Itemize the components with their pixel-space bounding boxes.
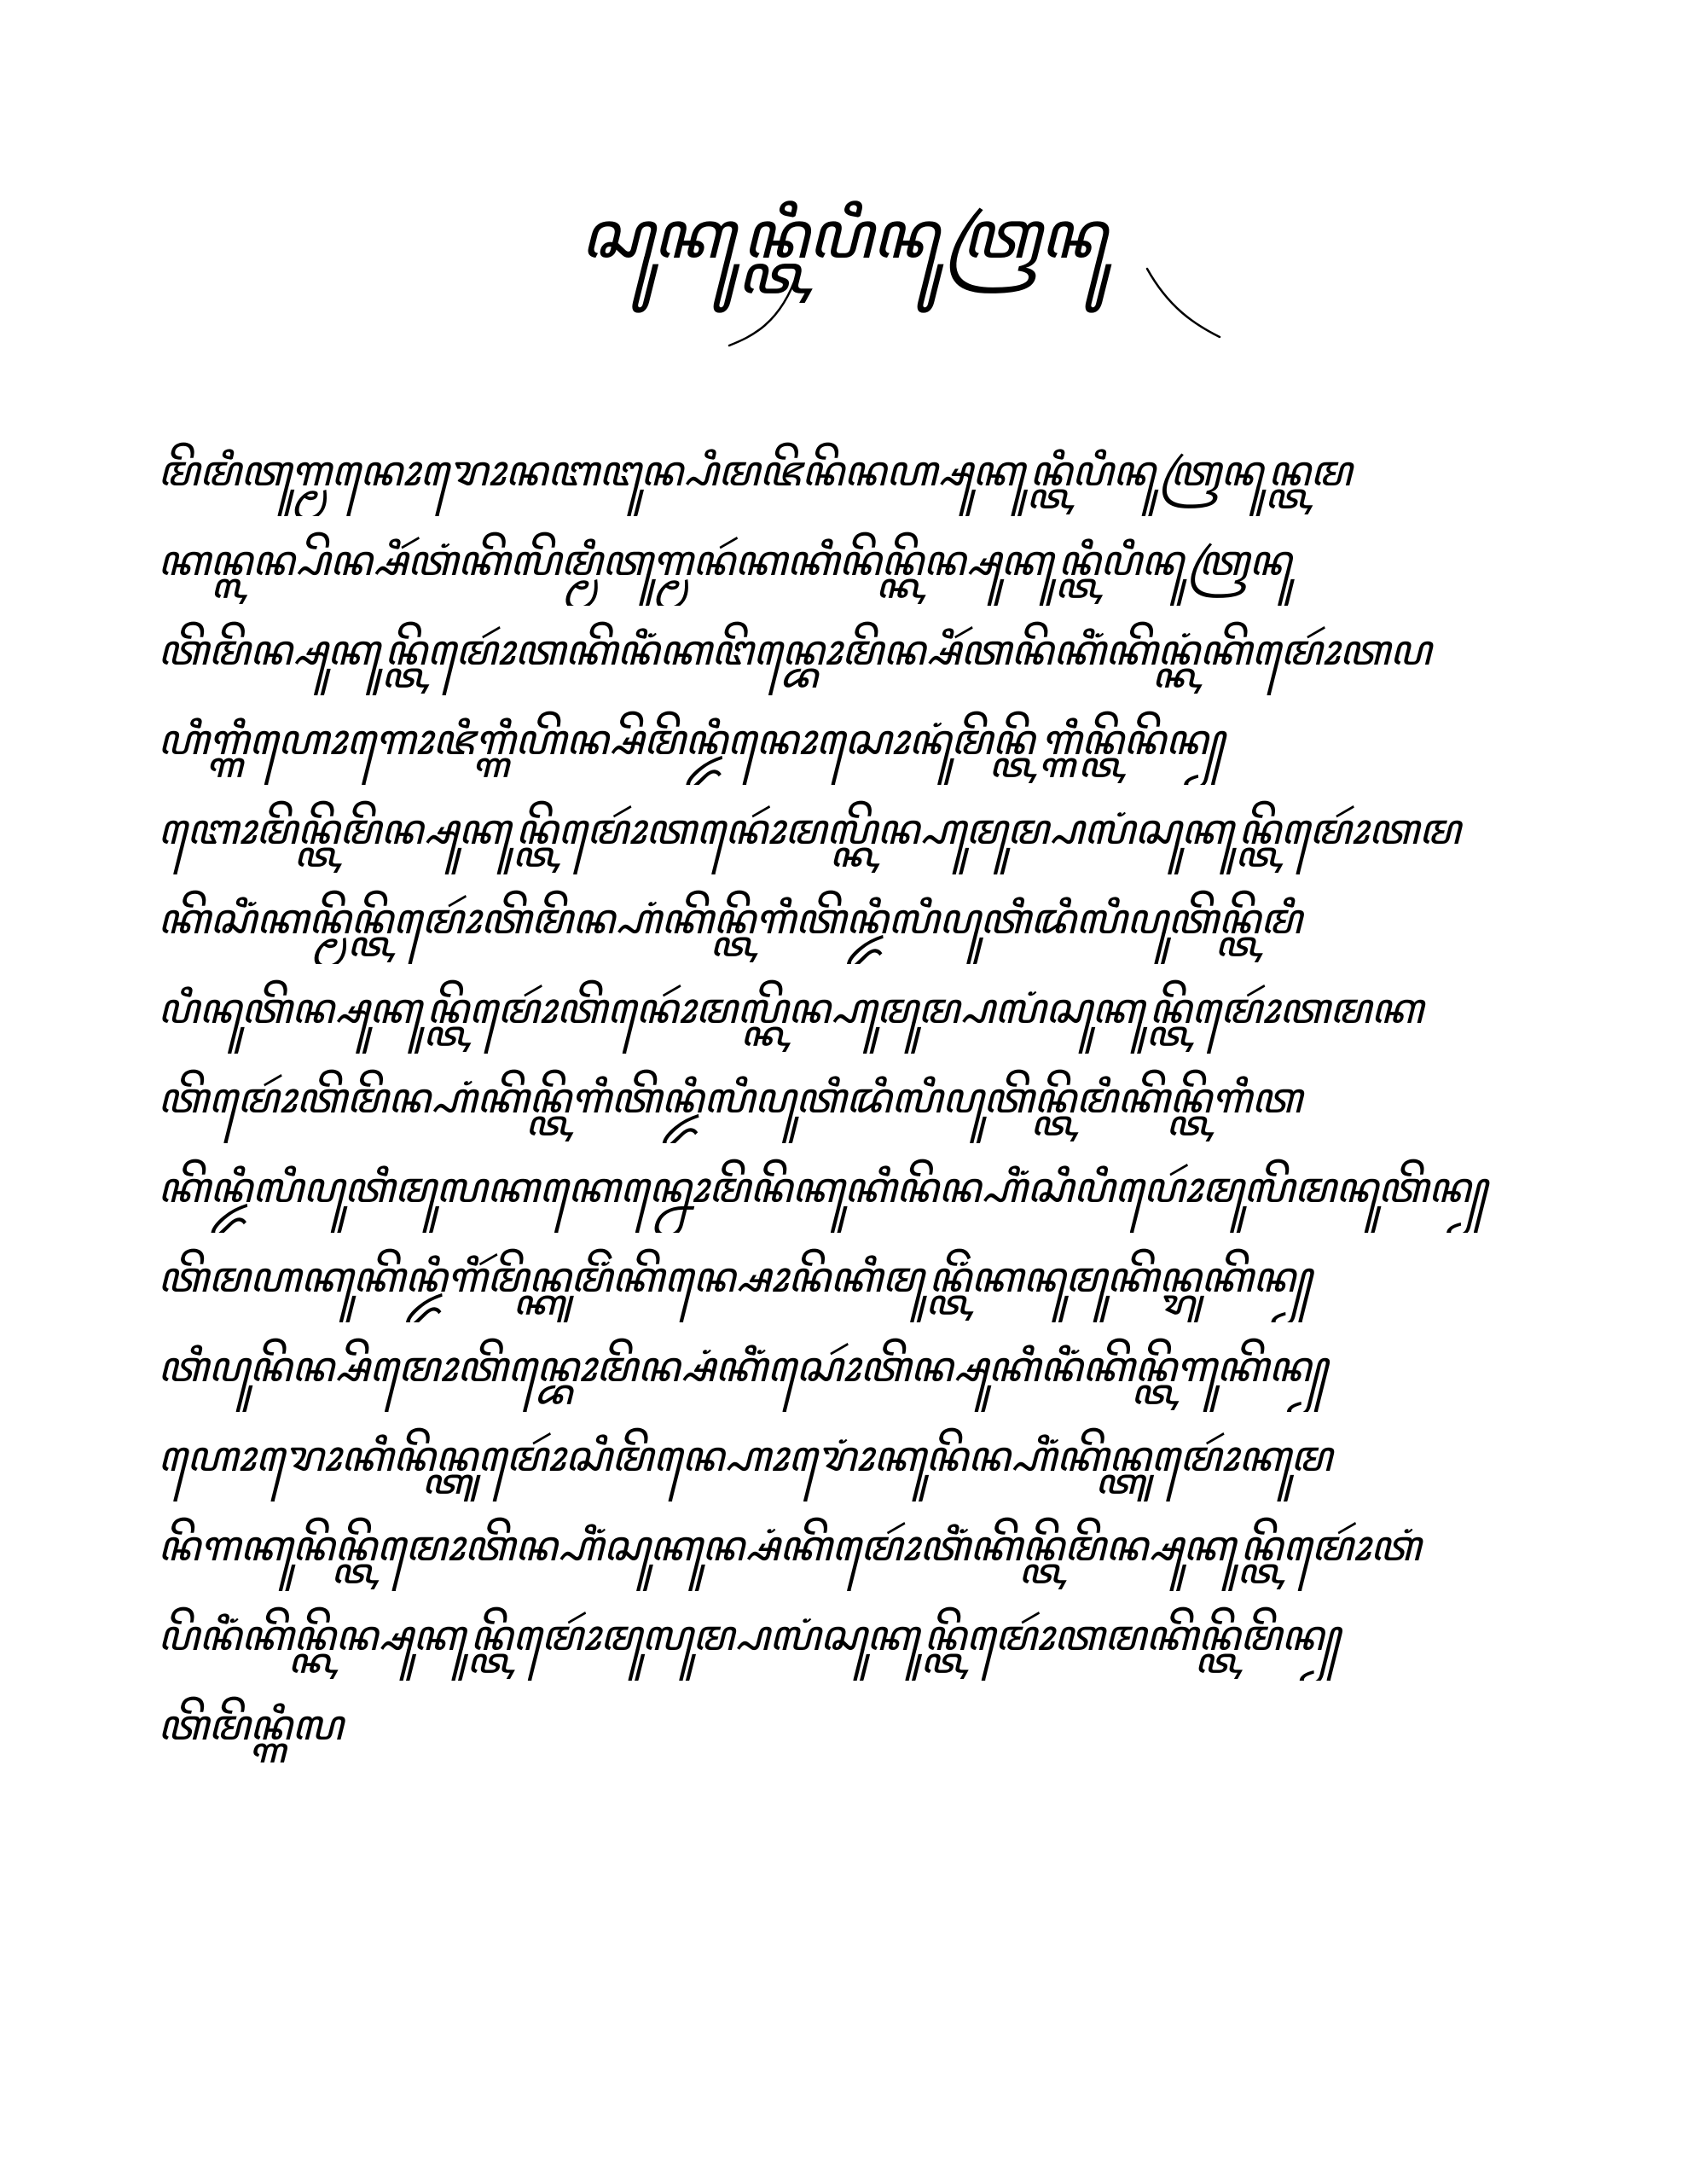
document-body xyxy=(158,427,1539,1770)
text-line: ꦏꦼꦱꦶꦁꦏꦤ꧀ꦩꦼꦤ꧀ꦠꦼꦩꦺꦴꦂꦠꦼꦩꦼꦤ꧀ꦲꦁꦏꦼꦤ꧀ꦠꦼꦒꦶꦠꦼꦤ꧀ꦢꦶꦭꦶꦥꦸꦠꦶꦢꦶꦭꦶꦥꦸꦠꦼꦤ꧀ꦠꦼꦩꦶ xyxy=(158,894,1302,944)
text-line: ꦠꦼꦩꦼꦤ꧀ꦒꦶꦭ xyxy=(158,1700,343,1750)
text-line: ꦏꦼꦤ꧀ꦢꦶꦭꦶꦥꦸꦠꦶꦩꦸꦭꦏꦏꦺꦤ꧀ꦤꦺꦴꦩꦼꦤꦼꦏꦸꦏꦶꦤꦼꦤ꧀ꦲꦶꦁꦱꦶꦥꦶꦥꦺꦴꦂꦩꦸꦭꦼꦩꦤꦸꦠꦼꦤ꧀ xyxy=(158,1163,1487,1212)
text-line: ꦠꦼꦩꦲꦏꦸꦏꦼꦤ꧀ꦢꦶꦒꦶꦂꦩꦼꦤ꧀ꦏꦸꦩꦼꦁꦏꦼꦤ꧀ꦱꦺꦴꦤꦼꦏꦶꦩꦸꦤ꧀ꦠꦼꦁꦏꦤꦸꦩꦸꦏꦼꦤ꧀ꦫꦸꦏꦼꦤ꧀ xyxy=(158,1252,1312,1302)
text-line: ꦥꦼꦤꦶꦁꦏꦼꦤ꧀ꦏꦼꦤ꧀ꦱꦸꦏꦸꦤ꧀ꦠꦼꦩꦺꦴꦂꦩꦸꦭꦸꦩ꧀ꦥꦭꦁꦱꦸꦏꦸꦤ꧀ꦠꦼꦩꦺꦴꦂꦠꦩꦏꦼꦤ꧀ꦠꦼꦩꦼꦤ꧀ xyxy=(158,1611,1341,1660)
text-line: ꦲꦺꦴꦫꦺꦴꦏꦶꦤꦼꦤ꧀ꦠꦸꦩꦺꦴꦂꦱꦶꦩꦼꦤ꧀ꦲꦺꦴꦫꦺꦴꦁꦏꦸꦤꦼꦤ꧀ꦲꦶꦁꦏꦼꦤ꧀ꦠꦸꦩꦺꦴꦂꦏꦸꦩ xyxy=(158,1432,1332,1481)
text-line: ꦥꦶꦤꦸꦠꦼꦤ꧀ꦱꦸꦏꦸꦤ꧀ꦠꦼꦩꦺꦴꦂꦠꦼꦤꦺꦴꦂꦩꦭ꧀ꦏꦼꦤ꧀ꦲꦸꦩꦸꦩ꧀ꦥꦭꦁꦱꦸꦏꦸꦤ꧀ꦠꦼꦩꦺꦴꦂꦠꦩꦏ xyxy=(158,984,1423,1033)
text-line: ꦲꦶꦒ꧀ꦒꦶꦲꦺꦴꦒꦺꦴꦗꦶꦒ꧀ꦒꦶꦲꦼꦤ꧀ꦱꦼꦩꦼꦤ꧀ꦢꦶꦤꦺꦴꦱꦺꦴꦤꦸꦁꦩꦼꦤ꧀ꦠꦼꦒ꧀ꦒꦶꦤ꧀ꦠꦼꦤꦼꦤ꧀ xyxy=(158,715,1225,764)
text-line: ꦠꦶꦥꦸꦤꦼꦤ꧀ꦱꦼꦩꦺꦴꦠꦼꦤ꧀ꦧꦺꦴꦩꦼꦤ꧀ꦱꦁꦏꦶꦁꦱꦺꦴꦂꦠꦼꦤ꧀ꦱꦸꦏꦶꦤꦶꦁꦏꦼꦤ꧀ꦠꦼꦒꦸꦏꦼꦤ꧀ xyxy=(158,1342,1328,1391)
text-line: ꦠꦼꦩꦺꦴꦂꦠꦼꦩꦼꦤ꧀ꦲꦁꦏꦼꦤ꧀ꦠꦼꦒꦶꦠꦼꦤ꧀ꦢꦶꦭꦶꦥꦸꦠꦶꦢꦶꦭꦶꦥꦸꦠꦼꦤ꧀ꦠꦼꦩꦶꦏꦼꦤ꧀ꦠꦼꦒꦶꦠ xyxy=(158,1073,1302,1123)
document-title: ꦱꦸꦏꦸꦤ꧀ꦠꦶꦥꦶꦤꦸꦠꦿꦤꦸ xyxy=(580,197,1107,274)
text-line: ꦩꦼꦩꦶꦠꦸꦒ꧀ꦩꦤꦺꦴꦫꦺꦴꦤꦧꦔꦸꦤ꧀ꦥꦶꦩꦗꦼꦤꦼꦤꦲ꧀ꦱꦸꦏꦸꦤ꧀ꦠꦶꦥꦶꦤꦸꦠꦿꦤꦸꦤ꧀ꦠꦩ xyxy=(158,446,1352,496)
text-line: ꦧꦺꦴꦩꦼꦤ꧀ꦠꦼꦩꦼꦤ꧀ꦱꦸꦏꦸꦤ꧀ꦠꦼꦩꦺꦴꦂꦠꦤꦺꦴꦂꦩꦭ꧀ꦏꦼꦤ꧀ꦲꦸꦩꦸꦩ꧀ꦥꦭꦁꦱꦸꦏꦸꦤ꧀ꦠꦼꦩꦺꦴꦂꦠꦩ xyxy=(158,804,1460,854)
text-line: ꦠꦼꦩꦼꦤ꧀ꦱꦸꦏꦸꦤ꧀ꦠꦼꦩꦺꦴꦂꦠꦏꦼꦤꦶꦁꦏꦔꦼꦤ꧀ꦧꦺꦴꦩꦼꦤ꧀ꦱꦶꦂꦠꦤꦼꦏꦶꦁꦏꦼꦤ꧀ꦏꦁꦏꦼꦩꦺꦴꦂꦠꦥ xyxy=(158,625,1431,675)
text-line: ꦏꦤ꧀ꦭꦤ꧀ꦥꦼꦤ꧀ꦱꦶꦂꦠꦁꦏꦼꦭꦼꦩ꧀ꦩꦶꦠꦸꦒ꧀ꦩꦤꦂꦏꦏꦶꦤꦼꦤ꧀ꦏꦼꦤ꧀ꦱꦸꦏꦸꦤ꧀ꦠꦶꦥꦶꦤꦸꦠꦿꦤꦸ xyxy=(158,536,1291,585)
text-line: ꦤꦼꦒꦏꦸꦤꦼꦤ꧀ꦠꦼꦩꦺꦴꦠꦼꦤ꧀ꦲꦶꦁꦱꦸꦏꦸꦤ꧀ꦱꦁꦏꦼꦩꦺꦴꦂꦠꦶꦁꦏꦼꦤ꧀ꦠꦼꦩꦼꦤ꧀ꦱꦸꦏꦸꦤ꧀ꦠꦼꦩꦺꦴꦂꦠꦁ xyxy=(158,1521,1421,1571)
